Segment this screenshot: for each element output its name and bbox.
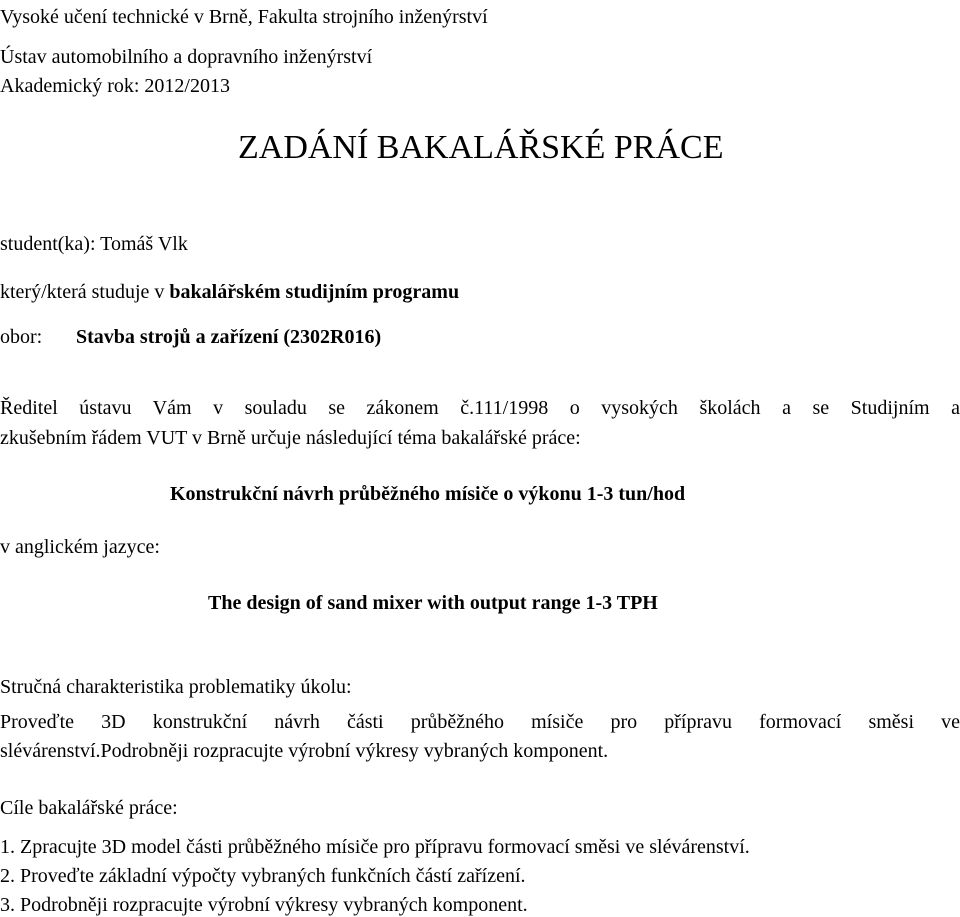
goal-item: 1. Zpracujte 3D model části průběžného mísiče pro přípravu formovací směsi ve slévárenství. [0,836,750,858]
field-label: obor: [0,326,43,348]
university-faculty: Vysoké učení technické v Brně, Fakulta strojního inženýrství [0,6,488,28]
characteristics-heading: Stručná charakteristika problematiky úkolu: [0,676,352,698]
goals-heading: Cíle bakalářské práce: [0,797,178,819]
academic-year: Akademický rok: 2012/2013 [0,75,230,97]
student-line [0,232,188,256]
program-line [0,280,459,304]
characteristics-line-2: slévárenství.Podrobněji rozpracujte výrobní výkresy vybraných komponent. [0,740,609,762]
student-label: student(ka): [0,233,101,255]
topic-czech: Konstrukční návrh průběžného mísiče o výkonu 1-3 tun/hod [170,483,686,505]
directive-line-2: zkušebním řádem VUT v Brně určuje následující téma bakalářské práce: [0,427,581,449]
page-title: ZADÁNÍ BAKALÁŘSKÉ PRÁCE [238,129,724,166]
english-label: v anglickém jazyce: [0,536,160,558]
program-prefix: který/která studuje v [0,281,170,303]
topic-english: The design of sand mixer with output range 1-3 TPH [208,592,658,614]
goal-item: 2. Proveďte základní výpočty vybraných funkčních částí zařízení. [0,865,526,887]
characteristics-line-1: Proveďte 3D konstrukční návrh části průběžného mísiče pro přípravu formovací směsi ve [0,711,960,733]
student-name: Tomáš Vlk [100,233,188,255]
program-value: bakalářském studijním programu [169,281,460,303]
goal-item: 3. Podrobněji rozpracujte výrobní výkresy vybraných komponent. [0,894,528,916]
field-value: Stavba strojů a zařízení (2302R016) [76,326,382,348]
directive-line-1: Ředitel ústavu Vám v souladu se zákonem č.111/1998 o vysokých školách a se Studijním a [0,397,960,419]
institute-name: Ústav automobilního a dopravního inženýrství [0,46,373,68]
